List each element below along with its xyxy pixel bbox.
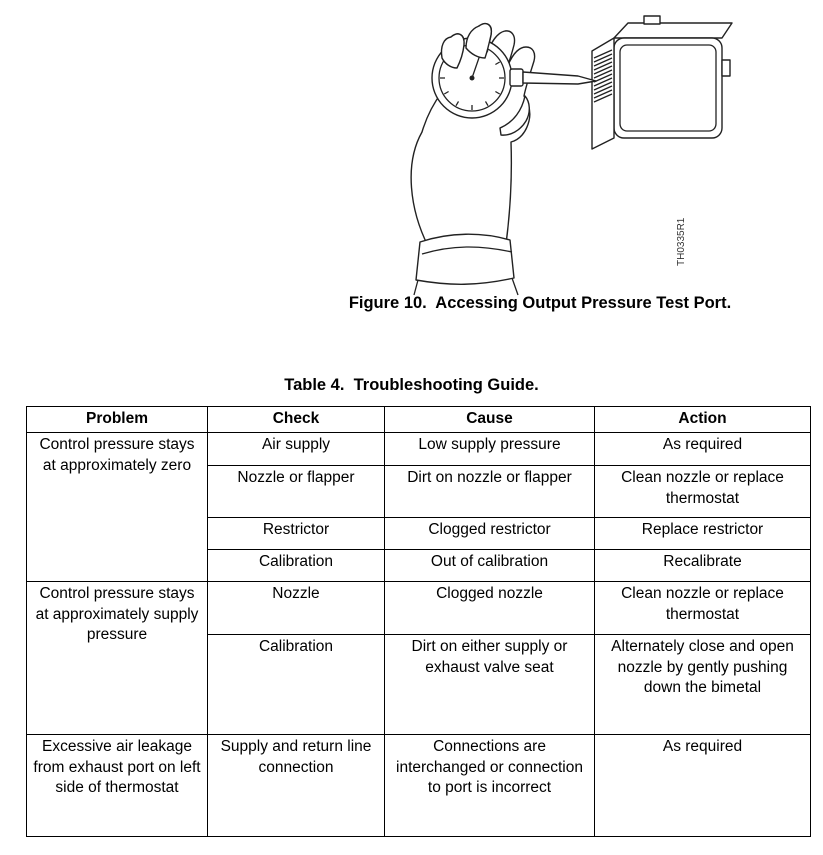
cause-cell: Out of calibration [385,550,595,582]
table-header-row [27,407,811,433]
check-cell: Calibration [208,550,385,582]
check-cell: Supply and return line connection [208,735,385,837]
cause-cell: Dirt on either supply or exhaust valve seat [385,635,595,735]
figure-caption: Figure 10. Accessing Output Pressure Test Port. [348,294,732,312]
check-cell: Restrictor [208,518,385,550]
action-cell: As required [595,735,811,837]
problem-cell: Control pressure stays at approximately supply pressure [27,582,208,735]
problem-cell: Control pressure stays at approximately zero [27,433,208,582]
sleeve-cuff [414,234,518,295]
check-cell: Calibration [208,635,385,735]
cause-cell: Clogged restrictor [385,518,595,550]
thermostat-top-tab [644,16,660,24]
check-cell: Air supply [208,433,385,466]
check-cell: Nozzle or flapper [208,466,385,518]
thermostat-box [592,16,732,149]
thermostat-side-tab [722,60,730,76]
check-cell: Nozzle [208,582,385,635]
action-cell: Replace restrictor [595,518,811,550]
column-header-cause: Cause [385,407,595,433]
table-row [27,433,811,466]
action-cell: Clean nozzle or replace thermostat [595,466,811,518]
action-cell: Clean nozzle or replace thermostat [595,582,811,635]
cause-cell: Connections are interchanged or connection to port is incorrect [385,735,595,837]
problem-cell: Excessive air leakage from exhaust port on left side of thermostat [27,735,208,837]
figure-illustration [362,6,762,298]
figure-watermark: TH0335R1 [676,217,687,266]
action-cell: As required [595,433,811,466]
table-row [27,735,811,837]
column-header-problem: Problem [27,407,208,433]
probe-tool [510,69,596,86]
cause-cell: Low supply pressure [385,433,595,466]
table-title: Table 4. Troubleshooting Guide. [284,376,539,394]
column-header-check: Check [208,407,385,433]
figure-illustration-area [362,6,762,298]
action-cell: Alternately close and open nozzle by gently pushing down the bimetal [595,635,811,735]
troubleshooting-table [26,406,811,837]
cause-cell: Dirt on nozzle or flapper [385,466,595,518]
cause-cell: Clogged nozzle [385,582,595,635]
column-header-action: Action [595,407,811,433]
action-cell: Recalibrate [595,550,811,582]
table-row [27,582,811,635]
